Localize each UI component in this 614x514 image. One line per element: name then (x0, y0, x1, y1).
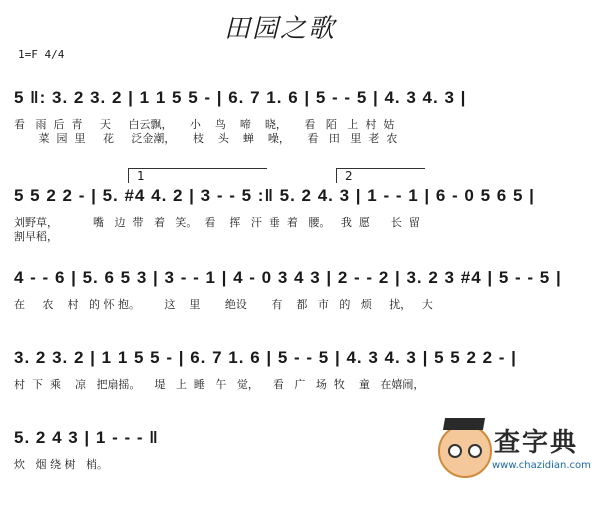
chazidian-watermark (438, 422, 608, 480)
mascot-icon (438, 424, 492, 478)
mascot-eye-left-icon (448, 444, 462, 458)
second-ending-bracket (336, 168, 425, 183)
lyrics-verse-1: 刘野草， 嘴 边 带 着 笑。 看 挥 汗 垂 着 腰。 我 愿 长 留 (14, 216, 420, 229)
watermark-url: www.chazidian.com (492, 460, 591, 471)
lyrics-line: 炊 烟 绕 树 梢。 (14, 458, 108, 471)
watermark-name: 查字典 (494, 428, 579, 458)
notes-line: 5 5 2 2 - | 5. #4 4. 2 | 3 - - 5 :‖ 5. 2 4. 3 | 1 - - 1 | 6 - 0 5 6 5 | (14, 186, 535, 205)
score-row-2 (14, 169, 606, 272)
score-row-1 (14, 88, 606, 174)
song-title: 田园之歌 (223, 14, 336, 44)
first-ending-bracket (128, 168, 267, 183)
lyrics-verse-1: 看 雨 后 青 天 白云飘， 小 鸟 啼 晓， 看 陌 上 村 姑 (14, 118, 395, 131)
lyrics-line: 村 下 乘 凉 把扇摇。 堤 上 睡 午 觉， 看 广 场 牧 童 在嬉闹， (14, 378, 425, 391)
lyrics-verse-2: 割早稻， (14, 230, 58, 243)
graduation-cap-icon (443, 418, 485, 430)
score-row-3 (14, 268, 606, 354)
lyrics-line: 在 农 村 的 怀 抱。 这 里 绝设 有 都 市 的 烦 扰， 大 (14, 298, 433, 311)
first-ending-label: 1 (137, 169, 145, 183)
notes-line: 5. 2 4 3 | 1 - - - ‖ (14, 428, 159, 447)
notes-line: 5 ‖: 3. 2 3. 2 | 1 1 5 5 - | 6. 7 1. 6 | 5 - - 5 | 4. 3 4. 3 | (14, 88, 467, 107)
key-signature: 1=F 4/4 (18, 48, 65, 61)
second-ending-label: 2 (345, 169, 353, 183)
lyrics-verse-2: 菜 园 里 花 泛金潮， 枝 头 蝉 噪， 看 田 里 老 农 (14, 132, 398, 145)
notes-line: 4 - - 6 | 5. 6 5 3 | 3 - - 1 | 4 - 0 3 4 3 | 2 - - 2 | 3. 2 3 #4 | 5 - - 5 | (14, 268, 562, 287)
mascot-eye-right-icon (468, 444, 482, 458)
notes-line: 3. 2 3. 2 | 1 1 5 5 - | 6. 7 1. 6 | 5 - - 5 | 4. 3 4. 3 | 5 5 2 2 - | (14, 348, 517, 367)
